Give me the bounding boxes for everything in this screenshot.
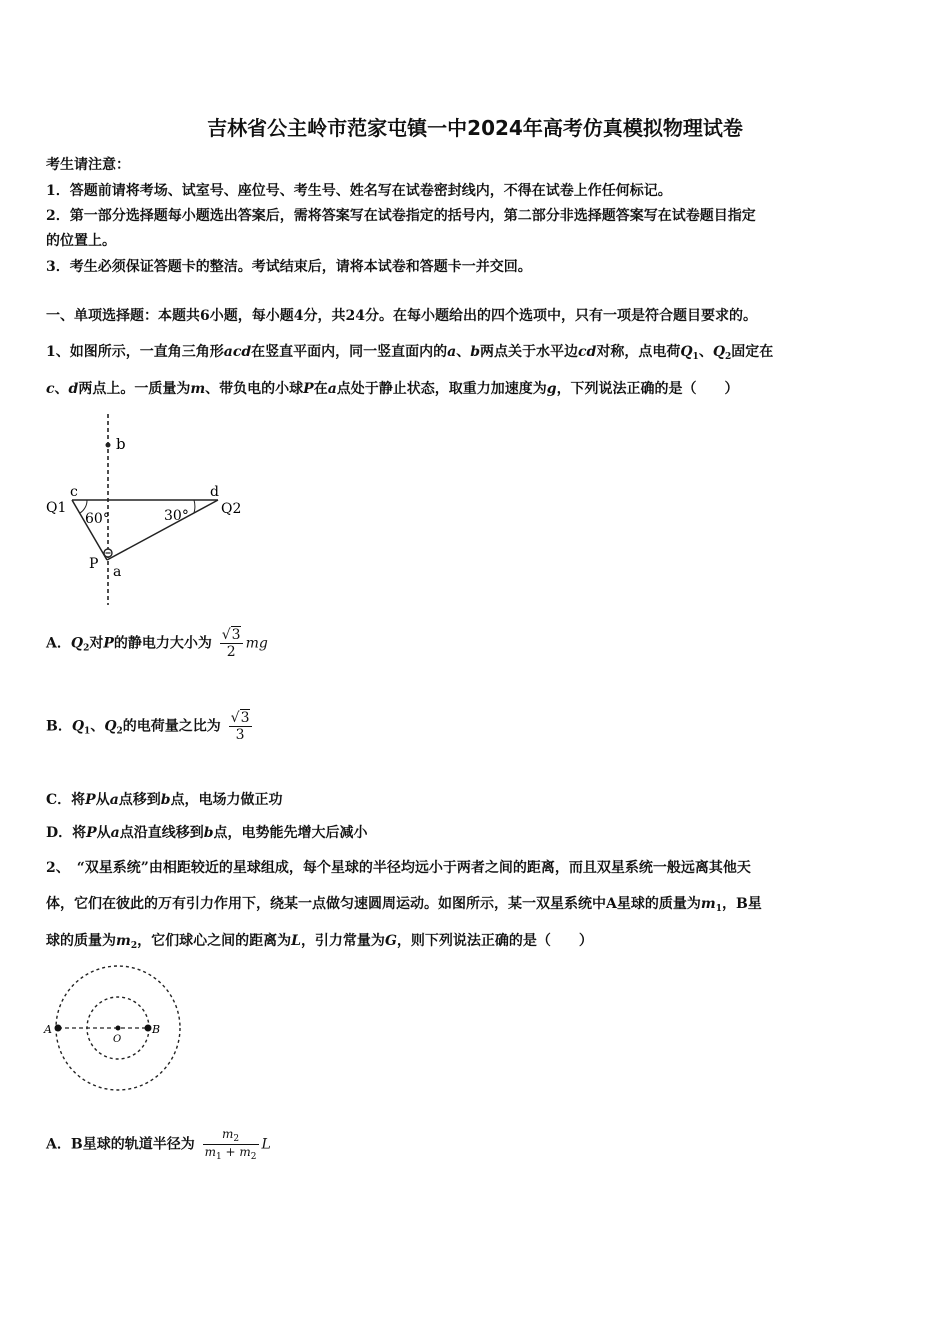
label-a: a — [113, 564, 122, 580]
notice-heading: 考生请注意： — [46, 157, 130, 173]
q2-stem-line1: 2、 “双星系统”由相距较近的星球组成，每个星球的半径均远小于两者之间的距离，而且双星系统一般远离其他天 — [46, 860, 751, 876]
star-A — [55, 1025, 62, 1032]
label-O: O — [113, 1034, 122, 1045]
label-Q2: Q2 — [221, 501, 242, 517]
notice-item-1: 1．答题前请将考场、试室号、座位号、考生号、姓名写在试卷密封线内，不得在试卷上作任何标记。 — [46, 183, 672, 199]
q2-binary-star-figure — [40, 962, 190, 1097]
page-title: 吉林省公主岭市范家屯镇一中2024年高考仿真模拟物理试卷 — [207, 116, 743, 140]
q1-option-b[interactable]: B．$Q_1$、$Q_2$的电荷量之比为 $\frac{√3}{3}$ — [46, 710, 250, 743]
notice-item-3: 3．考生必须保证答题卡的整洁。考试结束后，请将本试卷和答题卡一并交回。 — [46, 259, 532, 275]
label-d: d — [210, 484, 219, 500]
label-P: P — [89, 556, 99, 572]
label-A: A — [44, 1023, 52, 1036]
q1-triangle-figure — [40, 412, 260, 607]
q1-option-a[interactable]: A．$Q_2$对P的静电力大小为 $\frac{√3}{2}$ mg — [46, 627, 268, 660]
notice-item-2: 2．第一部分选择题每小题选出答案后，需将答案写在试卷指定的括号内，第二部分非选择题答案写在试卷题目指定 — [46, 208, 756, 224]
angle-arc-30 — [194, 500, 195, 513]
label-30deg: 30° — [164, 508, 189, 524]
star-B — [145, 1025, 152, 1032]
label-b: b — [116, 435, 126, 453]
notice-item-2-cont: 的位置上。 — [46, 233, 116, 249]
q1-stem-line2: c、d两点上。一质量为m、带负电的小球P在a点处于静止状态，取重力加速度为g，下列说法正确的是（ ） — [46, 381, 739, 397]
label-B: B — [152, 1023, 161, 1036]
label-60deg: 60° — [85, 511, 110, 527]
side-ca — [72, 500, 107, 560]
point-b-dot — [106, 443, 111, 448]
fraction-sqrt3-over-2: $\frac{√3}{2}$ — [221, 627, 241, 660]
q2-stem-line2: 体，它们在彼此的万有引力作用下，绕某一点做匀速圆周运动。如图所示，某一双星系统中A星球的质量为$m_1$，B星 — [46, 896, 762, 914]
section-1-heading: 一、单项选择题：本题共6小题，每小题4分，共24分。在每小题给出的四个选项中，只有一项是符合题目要求的。 — [46, 308, 757, 324]
q2-option-a[interactable]: A．B星球的轨道半径为 $\frac{m_2}{m_1 + m_2}$ L — [46, 1127, 271, 1162]
q2-stem-line3: 球的质量为$m_2$，它们球心之间的距离为L，引力常量为G，则下列说法正确的是（ ） — [46, 933, 593, 951]
label-c: c — [70, 484, 78, 500]
q1-stem-line1: 1、如图所示，一直角三角形acd在竖直平面内，同一竖直面内的a、b两点关于水平边cd对称，点电荷$Q_1$、$Q_2$固定在 — [46, 344, 774, 362]
fraction-sqrt3-over-3: $\frac{√3}{3}$ — [230, 710, 250, 743]
center-O — [116, 1026, 121, 1031]
label-Q1: Q1 — [46, 500, 67, 516]
side-ad — [107, 500, 218, 560]
fraction-m2-over-m1-plus-m2: $\frac{m_2}{m_1 + m_2}$ — [204, 1127, 257, 1162]
q1-option-c[interactable]: C．将P从a点移到b点，电场力做正功 — [46, 792, 283, 808]
q1-option-d[interactable]: D．将P从a点沿直线移到b点，电势能先增大后减小 — [46, 825, 368, 841]
